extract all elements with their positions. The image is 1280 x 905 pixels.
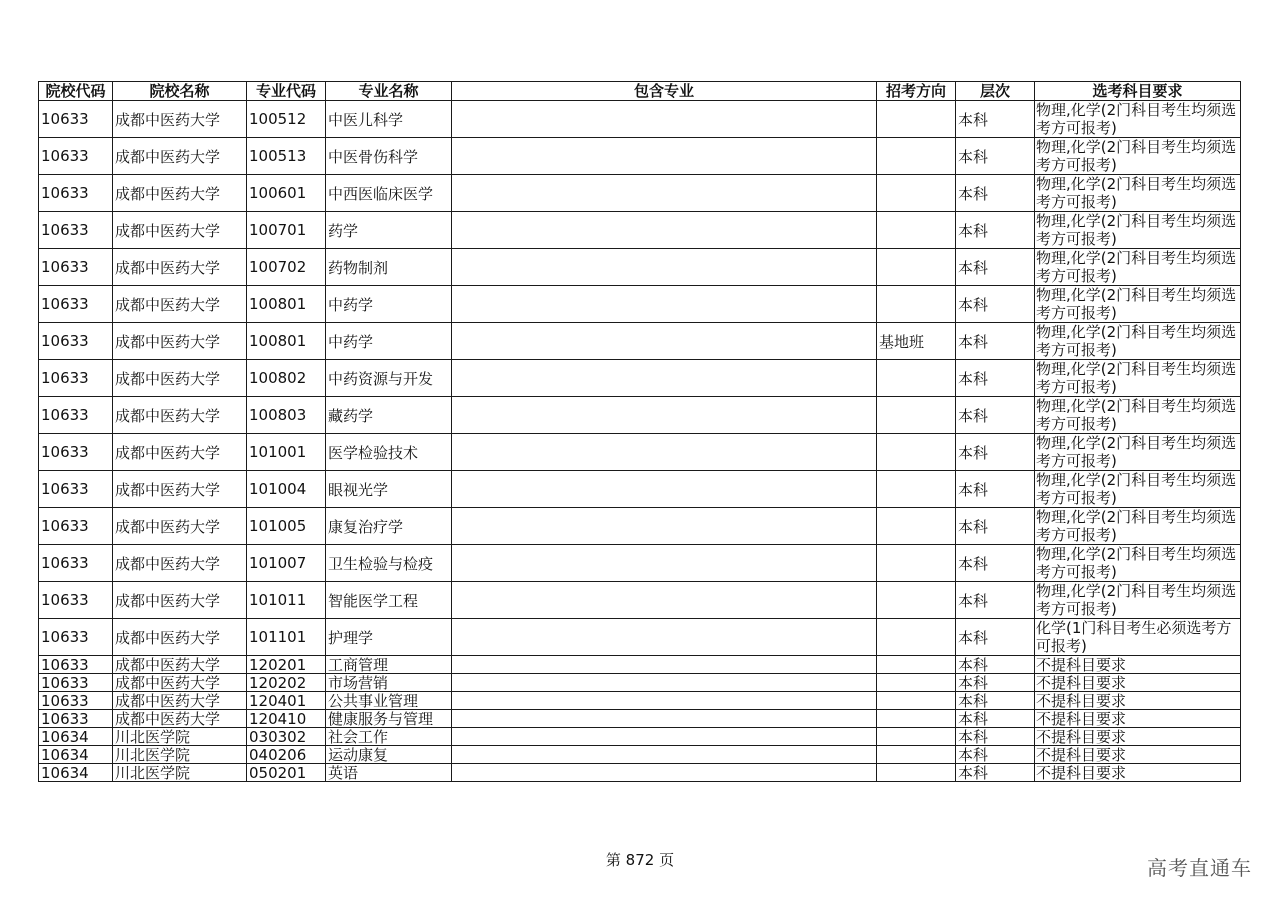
school-code-cell: 10633: [39, 286, 113, 323]
level-cell: 本科: [956, 656, 1035, 674]
school-code-cell: 10633: [39, 138, 113, 175]
level-cell: 本科: [956, 545, 1035, 582]
header-subject-requirement: 选考科目要求: [1035, 82, 1241, 101]
subject-requirement-cell: 物理,化学(2门科目考生均须选考方可报考): [1035, 249, 1241, 286]
admission-table: [38, 81, 1241, 782]
table-row: [39, 397, 1241, 434]
included-majors-cell: [452, 323, 877, 360]
watermark: 高考直通车: [1147, 856, 1252, 880]
included-majors-cell: [452, 710, 877, 728]
included-majors-cell: [452, 434, 877, 471]
major-code-cell: 040206: [247, 746, 326, 764]
school-name-cell: 成都中医药大学: [113, 397, 247, 434]
major-code-cell: 120401: [247, 692, 326, 710]
direction-cell: [877, 434, 956, 471]
major-name-cell: 健康服务与管理: [326, 710, 452, 728]
table-row: [39, 286, 1241, 323]
school-name-cell: 成都中医药大学: [113, 619, 247, 656]
major-name-cell: 医学检验技术: [326, 434, 452, 471]
school-code-cell: 10633: [39, 323, 113, 360]
direction-cell: [877, 212, 956, 249]
major-name-cell: 社会工作: [326, 728, 452, 746]
direction-cell: [877, 138, 956, 175]
header-school-name: 院校名称: [113, 82, 247, 101]
major-code-cell: 101001: [247, 434, 326, 471]
table-row: [39, 471, 1241, 508]
school-name-cell: 成都中医药大学: [113, 692, 247, 710]
included-majors-cell: [452, 286, 877, 323]
major-code-cell: 100701: [247, 212, 326, 249]
major-code-cell: 101007: [247, 545, 326, 582]
direction-cell: [877, 101, 956, 138]
level-cell: 本科: [956, 286, 1035, 323]
direction-cell: [877, 471, 956, 508]
direction-cell: [877, 397, 956, 434]
level-cell: 本科: [956, 360, 1035, 397]
major-name-cell: 运动康复: [326, 746, 452, 764]
subject-requirement-cell: 物理,化学(2门科目考生均须选考方可报考): [1035, 175, 1241, 212]
major-name-cell: 护理学: [326, 619, 452, 656]
header-included-majors: 包含专业: [452, 82, 877, 101]
page-number: 第 872 页: [605, 851, 675, 869]
major-name-cell: 英语: [326, 764, 452, 782]
major-name-cell: 中药学: [326, 323, 452, 360]
school-name-cell: 成都中医药大学: [113, 323, 247, 360]
major-name-cell: 眼视光学: [326, 471, 452, 508]
major-code-cell: 100601: [247, 175, 326, 212]
direction-cell: [877, 249, 956, 286]
subject-requirement-cell: 不提科目要求: [1035, 692, 1241, 710]
subject-requirement-cell: 物理,化学(2门科目考生均须选考方可报考): [1035, 508, 1241, 545]
table-row: [39, 619, 1241, 656]
table-body: [39, 101, 1241, 782]
major-code-cell: 101005: [247, 508, 326, 545]
included-majors-cell: [452, 582, 877, 619]
school-code-cell: 10633: [39, 397, 113, 434]
major-name-cell: 工商管理: [326, 656, 452, 674]
included-majors-cell: [452, 508, 877, 545]
direction-cell: [877, 545, 956, 582]
included-majors-cell: [452, 764, 877, 782]
table-row: [39, 582, 1241, 619]
included-majors-cell: [452, 656, 877, 674]
direction-cell: [877, 746, 956, 764]
school-code-cell: 10633: [39, 710, 113, 728]
school-code-cell: 10633: [39, 674, 113, 692]
school-name-cell: 成都中医药大学: [113, 545, 247, 582]
major-name-cell: 药学: [326, 212, 452, 249]
level-cell: 本科: [956, 212, 1035, 249]
school-code-cell: 10633: [39, 508, 113, 545]
subject-requirement-cell: 不提科目要求: [1035, 710, 1241, 728]
subject-requirement-cell: 物理,化学(2门科目考生均须选考方可报考): [1035, 360, 1241, 397]
school-code-cell: 10634: [39, 728, 113, 746]
level-cell: 本科: [956, 323, 1035, 360]
subject-requirement-cell: 物理,化学(2门科目考生均须选考方可报考): [1035, 138, 1241, 175]
school-name-cell: 成都中医药大学: [113, 710, 247, 728]
school-code-cell: 10633: [39, 656, 113, 674]
header-major-code: 专业代码: [247, 82, 326, 101]
included-majors-cell: [452, 692, 877, 710]
major-code-cell: 100803: [247, 397, 326, 434]
direction-cell: [877, 710, 956, 728]
header-direction: 招考方向: [877, 82, 956, 101]
direction-cell: [877, 764, 956, 782]
major-code-cell: 100512: [247, 101, 326, 138]
table-row: [39, 692, 1241, 710]
school-name-cell: 成都中医药大学: [113, 212, 247, 249]
school-name-cell: 成都中医药大学: [113, 286, 247, 323]
table-row: [39, 545, 1241, 582]
level-cell: 本科: [956, 249, 1035, 286]
major-code-cell: 100702: [247, 249, 326, 286]
included-majors-cell: [452, 545, 877, 582]
table-row: [39, 764, 1241, 782]
table-header-row: [39, 82, 1241, 101]
subject-requirement-cell: 物理,化学(2门科目考生均须选考方可报考): [1035, 545, 1241, 582]
table-row: [39, 249, 1241, 286]
table-row: [39, 656, 1241, 674]
school-code-cell: 10633: [39, 175, 113, 212]
school-code-cell: 10633: [39, 619, 113, 656]
direction-cell: [877, 692, 956, 710]
included-majors-cell: [452, 728, 877, 746]
major-code-cell: 101011: [247, 582, 326, 619]
school-code-cell: 10633: [39, 101, 113, 138]
school-name-cell: 成都中医药大学: [113, 582, 247, 619]
direction-cell: [877, 619, 956, 656]
direction-cell: [877, 360, 956, 397]
level-cell: 本科: [956, 471, 1035, 508]
level-cell: 本科: [956, 710, 1035, 728]
school-name-cell: 成都中医药大学: [113, 656, 247, 674]
subject-requirement-cell: 物理,化学(2门科目考生均须选考方可报考): [1035, 212, 1241, 249]
school-name-cell: 成都中医药大学: [113, 434, 247, 471]
major-name-cell: 藏药学: [326, 397, 452, 434]
table-row: [39, 175, 1241, 212]
level-cell: 本科: [956, 101, 1035, 138]
table-row: [39, 138, 1241, 175]
major-name-cell: 市场营销: [326, 674, 452, 692]
direction-cell: [877, 674, 956, 692]
school-code-cell: 10633: [39, 471, 113, 508]
level-cell: 本科: [956, 692, 1035, 710]
level-cell: 本科: [956, 619, 1035, 656]
table-row: [39, 710, 1241, 728]
included-majors-cell: [452, 138, 877, 175]
subject-requirement-cell: 不提科目要求: [1035, 764, 1241, 782]
subject-requirement-cell: 物理,化学(2门科目考生均须选考方可报考): [1035, 101, 1241, 138]
level-cell: 本科: [956, 138, 1035, 175]
major-code-cell: 100801: [247, 286, 326, 323]
direction-cell: 基地班: [877, 323, 956, 360]
table-row: [39, 101, 1241, 138]
major-code-cell: 100802: [247, 360, 326, 397]
school-code-cell: 10634: [39, 764, 113, 782]
subject-requirement-cell: 物理,化学(2门科目考生均须选考方可报考): [1035, 471, 1241, 508]
school-name-cell: 成都中医药大学: [113, 360, 247, 397]
table-row: [39, 212, 1241, 249]
subject-requirement-cell: 化学(1门科目考生必须选考方可报考): [1035, 619, 1241, 656]
header-level: 层次: [956, 82, 1035, 101]
school-name-cell: 成都中医药大学: [113, 674, 247, 692]
school-code-cell: 10633: [39, 249, 113, 286]
school-name-cell: 成都中医药大学: [113, 249, 247, 286]
subject-requirement-cell: 物理,化学(2门科目考生均须选考方可报考): [1035, 582, 1241, 619]
school-name-cell: 成都中医药大学: [113, 175, 247, 212]
level-cell: 本科: [956, 175, 1035, 212]
table-row: [39, 434, 1241, 471]
school-code-cell: 10633: [39, 582, 113, 619]
included-majors-cell: [452, 101, 877, 138]
included-majors-cell: [452, 175, 877, 212]
table-row: [39, 323, 1241, 360]
table-row: [39, 746, 1241, 764]
major-name-cell: 公共事业管理: [326, 692, 452, 710]
header-major-name: 专业名称: [326, 82, 452, 101]
school-name-cell: 川北医学院: [113, 728, 247, 746]
major-code-cell: 101004: [247, 471, 326, 508]
table-row: [39, 728, 1241, 746]
included-majors-cell: [452, 397, 877, 434]
table-row: [39, 360, 1241, 397]
subject-requirement-cell: 物理,化学(2门科目考生均须选考方可报考): [1035, 323, 1241, 360]
level-cell: 本科: [956, 728, 1035, 746]
direction-cell: [877, 656, 956, 674]
school-code-cell: 10633: [39, 212, 113, 249]
included-majors-cell: [452, 360, 877, 397]
direction-cell: [877, 728, 956, 746]
school-code-cell: 10634: [39, 746, 113, 764]
major-name-cell: 中医骨伤科学: [326, 138, 452, 175]
level-cell: 本科: [956, 674, 1035, 692]
included-majors-cell: [452, 674, 877, 692]
included-majors-cell: [452, 471, 877, 508]
subject-requirement-cell: 不提科目要求: [1035, 728, 1241, 746]
major-code-cell: 120410: [247, 710, 326, 728]
school-name-cell: 成都中医药大学: [113, 101, 247, 138]
subject-requirement-cell: 物理,化学(2门科目考生均须选考方可报考): [1035, 286, 1241, 323]
school-name-cell: 成都中医药大学: [113, 138, 247, 175]
school-code-cell: 10633: [39, 434, 113, 471]
level-cell: 本科: [956, 434, 1035, 471]
direction-cell: [877, 582, 956, 619]
subject-requirement-cell: 不提科目要求: [1035, 656, 1241, 674]
subject-requirement-cell: 物理,化学(2门科目考生均须选考方可报考): [1035, 434, 1241, 471]
subject-requirement-cell: 不提科目要求: [1035, 746, 1241, 764]
included-majors-cell: [452, 249, 877, 286]
school-name-cell: 成都中医药大学: [113, 508, 247, 545]
level-cell: 本科: [956, 508, 1035, 545]
major-code-cell: 120201: [247, 656, 326, 674]
level-cell: 本科: [956, 764, 1035, 782]
subject-requirement-cell: 不提科目要求: [1035, 674, 1241, 692]
major-name-cell: 中西医临床医学: [326, 175, 452, 212]
major-name-cell: 中药学: [326, 286, 452, 323]
major-code-cell: 050201: [247, 764, 326, 782]
school-code-cell: 10633: [39, 360, 113, 397]
major-code-cell: 100513: [247, 138, 326, 175]
school-name-cell: 川北医学院: [113, 764, 247, 782]
level-cell: 本科: [956, 582, 1035, 619]
major-name-cell: 药物制剂: [326, 249, 452, 286]
major-name-cell: 康复治疗学: [326, 508, 452, 545]
school-code-cell: 10633: [39, 545, 113, 582]
major-name-cell: 卫生检验与检疫: [326, 545, 452, 582]
table-row: [39, 674, 1241, 692]
direction-cell: [877, 286, 956, 323]
major-name-cell: 中医儿科学: [326, 101, 452, 138]
major-code-cell: 030302: [247, 728, 326, 746]
included-majors-cell: [452, 619, 877, 656]
direction-cell: [877, 508, 956, 545]
school-name-cell: 川北医学院: [113, 746, 247, 764]
major-name-cell: 智能医学工程: [326, 582, 452, 619]
major-name-cell: 中药资源与开发: [326, 360, 452, 397]
direction-cell: [877, 175, 956, 212]
included-majors-cell: [452, 746, 877, 764]
header-school-code: 院校代码: [39, 82, 113, 101]
school-code-cell: 10633: [39, 692, 113, 710]
major-code-cell: 100801: [247, 323, 326, 360]
level-cell: 本科: [956, 397, 1035, 434]
table-row: [39, 508, 1241, 545]
included-majors-cell: [452, 212, 877, 249]
major-code-cell: 101101: [247, 619, 326, 656]
subject-requirement-cell: 物理,化学(2门科目考生均须选考方可报考): [1035, 397, 1241, 434]
level-cell: 本科: [956, 746, 1035, 764]
school-name-cell: 成都中医药大学: [113, 471, 247, 508]
major-code-cell: 120202: [247, 674, 326, 692]
